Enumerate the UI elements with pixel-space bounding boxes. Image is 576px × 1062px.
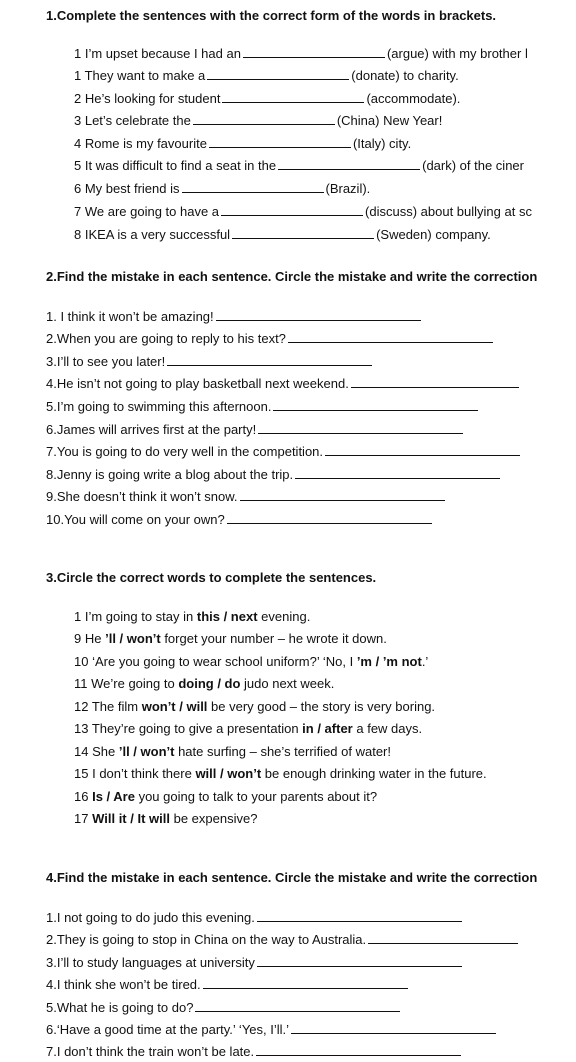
answer-blank[interactable] (232, 226, 374, 239)
s1-item-1: 1 I’m upset because I had an (argue) with my brother l (74, 46, 528, 61)
s1-item-9: 8 IKEA is a very successful (Sweden) company. (74, 227, 491, 242)
answer-blank[interactable] (257, 909, 462, 922)
word-choice[interactable]: won’t / will (141, 699, 208, 714)
s3-item-8: 15 I don’t think there will / won’t be enough drinking water in the future. (74, 766, 487, 781)
s4-item-4: 4.I think she won’t be tired. (46, 976, 410, 993)
s2-item-6: 6.James will arrives first at the party! (46, 421, 465, 438)
word-choice[interactable]: ’ll / won’t (105, 631, 161, 646)
word-choice[interactable]: doing / do (178, 676, 241, 691)
answer-blank[interactable] (221, 203, 363, 216)
s4-item-6: 6.‘Have a good time at the party.’ ‘Yes, I’ll.’ (46, 1021, 498, 1038)
answer-blank[interactable] (278, 157, 420, 170)
answer-blank[interactable] (257, 954, 462, 967)
answer-blank[interactable] (288, 330, 493, 343)
answer-blank[interactable] (256, 1043, 461, 1056)
s2-item-5: 5.I’m going to swimming this afternoon. (46, 398, 480, 415)
answer-blank[interactable] (167, 353, 372, 366)
word-choice[interactable]: ’ll / won’t (118, 744, 175, 759)
s2-item-9: 9.She doesn’t think it won’t snow. (46, 488, 447, 505)
s3-item-10: 17 Will it / It will be expensive? (74, 811, 258, 826)
s2-item-10: 10.You will come on your own? (46, 511, 434, 528)
answer-blank[interactable] (227, 511, 432, 524)
answer-blank[interactable] (325, 443, 520, 456)
s2-item-1: 1. I think it won’t be amazing! (46, 308, 423, 325)
s1-item-7: 6 My best friend is (Brazil). (74, 181, 371, 196)
answer-blank[interactable] (368, 931, 518, 944)
s2-item-7: 7.You is going to do very well in the competition. (46, 443, 522, 460)
section-1-title: 1.Complete the sentences with the correct form of the words in brackets. (46, 8, 497, 23)
s2-item-3: 3.I’ll to see you later! (46, 353, 374, 370)
s3-item-1: 1 I’m going to stay in this / next evening. (74, 609, 311, 624)
s1-item-5: 4 Rome is my favourite (Italy) city. (74, 136, 412, 151)
answer-blank[interactable] (273, 398, 478, 411)
s3-item-4: 11 We’re going to doing / do judo next week. (74, 676, 335, 691)
s1-item-2: 1 They want to make a (donate) to charity. (74, 68, 459, 83)
answer-blank[interactable] (216, 308, 421, 321)
s2-item-2: 2.When you are going to reply to his text? (46, 330, 495, 347)
answer-blank[interactable] (243, 45, 385, 58)
word-choice[interactable]: in / after (302, 721, 353, 736)
s3-item-6: 13 They’re going to give a presentation in / after a few days. (74, 721, 423, 736)
answer-blank[interactable] (209, 135, 351, 148)
s3-item-2: 9 He ’ll / won’t forget your number – he wrote it down. (74, 631, 387, 646)
answer-blank[interactable] (182, 180, 324, 193)
answer-blank[interactable] (203, 976, 408, 989)
answer-blank[interactable] (195, 999, 400, 1012)
s1-item-8: 7 We are going to have a (discuss) about bullying at sc (74, 204, 532, 219)
section-4-title: 4.Find the mistake in each sentence. Circle the mistake and write the correction (46, 870, 538, 885)
word-choice[interactable]: Is / Are (92, 789, 135, 804)
answer-blank[interactable] (207, 67, 349, 80)
s3-item-5: 12 The film won’t / will be very good – the story is very boring. (74, 699, 436, 714)
section-3-title: 3.Circle the correct words to complete the sentences. (46, 570, 377, 585)
s3-item-9: 16 Is / Are you going to talk to your parents about it? (74, 789, 378, 804)
s4-item-2: 2.They is going to stop in China on the way to Australia. (46, 931, 520, 948)
answer-blank[interactable] (295, 466, 500, 479)
s4-item-3: 3.I’ll to study languages at university (46, 954, 464, 971)
s2-item-4: 4.He isn’t not going to play basketball next weekend. (46, 375, 521, 392)
s4-item-5: 5.What he is going to do? (46, 999, 402, 1016)
s1-item-6: 5 It was difficult to find a seat in the (dark) of the ciner (74, 158, 524, 173)
s4-item-7: 7.I don’t think the train won’t be late. (46, 1043, 463, 1060)
word-choice[interactable]: Will it / It will (92, 811, 170, 826)
answer-blank[interactable] (193, 112, 335, 125)
answer-blank[interactable] (222, 90, 364, 103)
s3-item-3: 10 ‘Are you going to wear school uniform?’ ‘No, I ’m / ’m not.’ (74, 654, 429, 669)
section-2-title: 2.Find the mistake in each sentence. Circle the mistake and write the correction (46, 269, 538, 284)
answer-blank[interactable] (258, 421, 463, 434)
answer-blank[interactable] (291, 1021, 496, 1034)
answer-blank[interactable] (240, 488, 445, 501)
word-choice[interactable]: ’m / ’m not (356, 654, 422, 669)
s2-item-8: 8.Jenny is going write a blog about the trip. (46, 466, 502, 483)
word-choice[interactable]: will / won’t (195, 766, 262, 781)
s3-item-7: 14 She ’ll / won’t hate surfing – she’s terrified of water! (74, 744, 391, 759)
s1-item-4: 3 Let’s celebrate the (China) New Year! (74, 113, 443, 128)
answer-blank[interactable] (351, 375, 519, 388)
word-choice[interactable]: this / next (196, 609, 258, 624)
s4-item-1: 1.I not going to do judo this evening. (46, 909, 464, 926)
s1-item-3: 2 He’s looking for student (accommodate). (74, 91, 461, 106)
